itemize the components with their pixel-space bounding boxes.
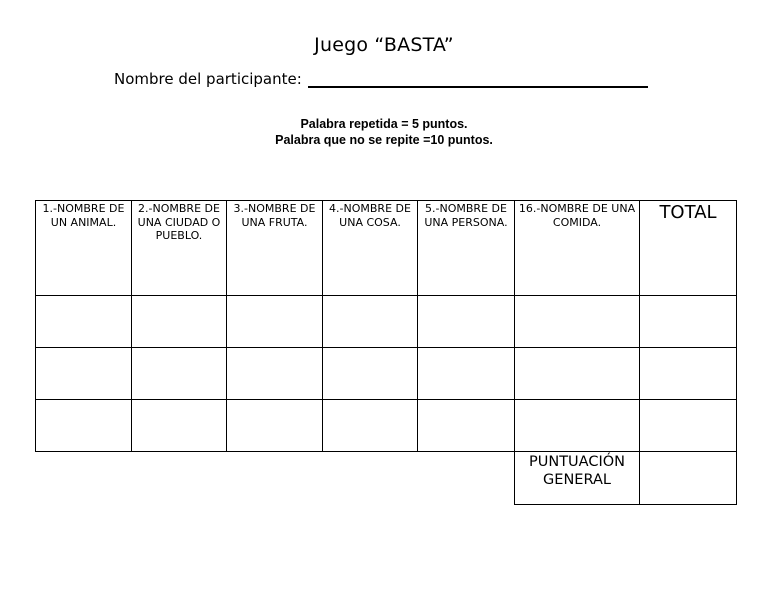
answer-cell[interactable] [227,400,323,452]
answer-cell[interactable] [227,296,323,348]
total-cell[interactable] [640,296,737,348]
answer-cell[interactable] [323,348,418,400]
rule-unique: Palabra que no se repite =10 puntos. [275,133,493,147]
scoring-rules [0,116,768,148]
header-animal: 1.-NOMBRE DE UN ANIMAL. [36,201,132,296]
general-score-cell[interactable] [640,452,737,505]
answer-cell[interactable] [36,296,132,348]
table-row [36,348,737,400]
answer-cell[interactable] [323,400,418,452]
general-score-label: PUNTUACIÓN GENERAL [515,452,640,505]
header-fruit: 3.-NOMBRE DE UNA FRUTA. [227,201,323,296]
header-person: 5.-NOMBRE DE UNA PERSONA. [418,201,515,296]
header-city: 2.-NOMBRE DE UNA CIUDAD O PUEBLO. [132,201,227,296]
answer-cell[interactable] [227,348,323,400]
table-row [36,296,737,348]
basta-grid [35,200,737,505]
answer-cell[interactable] [36,348,132,400]
answer-cell[interactable] [132,296,227,348]
header-food: 16.-NOMBRE DE UNA COMIDA. [515,201,640,296]
answer-cell[interactable] [36,400,132,452]
participant-label: Nombre del participante: [114,70,302,88]
answer-cell[interactable] [418,348,515,400]
answer-cell[interactable] [515,296,640,348]
header-total: TOTAL [640,201,737,296]
total-cell[interactable] [640,400,737,452]
page-title: Juego “BASTA” [314,34,454,56]
rule-repeated: Palabra repetida = 5 puntos. [300,117,468,131]
answer-cell[interactable] [515,348,640,400]
participant-name-line[interactable] [308,70,648,88]
table-row [36,400,737,452]
answer-cell[interactable] [323,296,418,348]
participant-name-field [114,70,648,88]
answer-cell[interactable] [418,296,515,348]
answer-cell[interactable] [418,400,515,452]
score-row [36,452,737,505]
header-row [36,201,737,296]
answer-cell[interactable] [132,348,227,400]
answer-cell[interactable] [515,400,640,452]
answer-cell[interactable] [132,400,227,452]
total-cell[interactable] [640,348,737,400]
empty-space [36,452,515,505]
header-thing: 4.-NOMBRE DE UNA COSA. [323,201,418,296]
